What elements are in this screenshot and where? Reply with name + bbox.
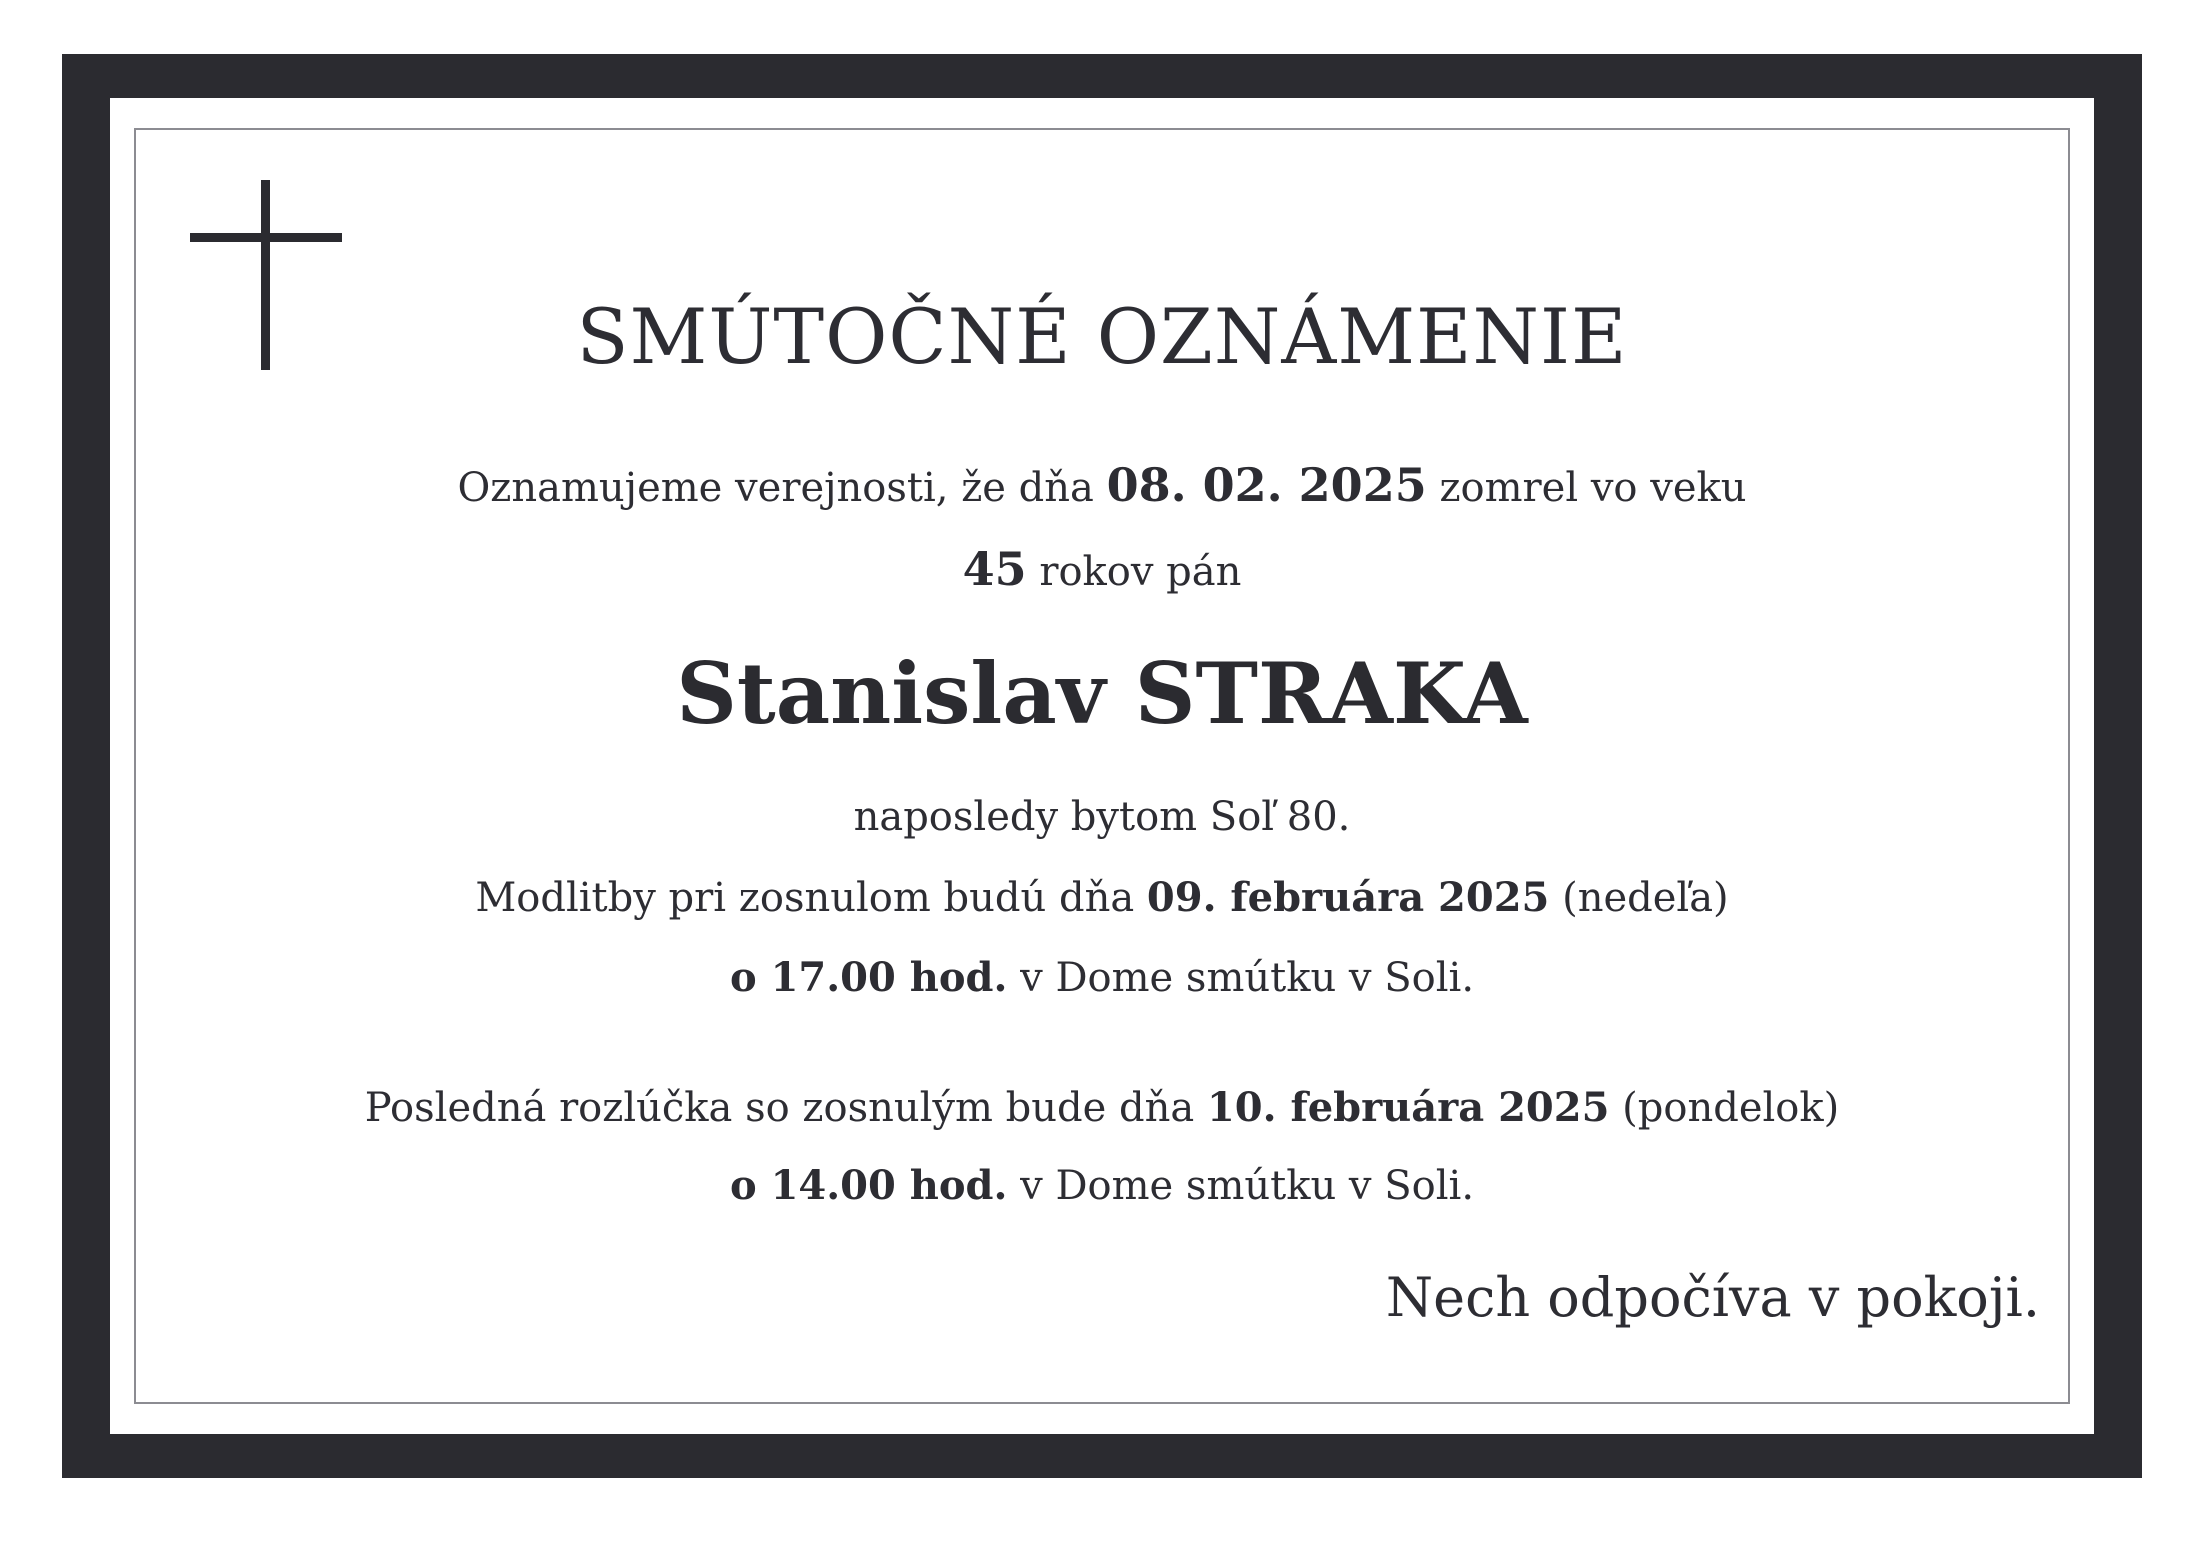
white-margin-band (110, 98, 2094, 1434)
prayers-line (136, 874, 2068, 921)
prayers-time: o 17.00 hod. (729, 954, 1008, 1001)
closing-phrase: Nech odpočíva v pokoji. (1385, 1266, 2040, 1329)
age-suffix: rokov pán (1039, 549, 1242, 595)
farewell-line (136, 1084, 2068, 1131)
farewell-prefix: Posledná rozlúčka so zosnulým bude dňa (364, 1085, 1195, 1131)
black-mourning-frame (62, 54, 2142, 1478)
announcement-line (136, 458, 2068, 512)
prayers-place: v Dome smútku v Soli. (1020, 955, 1475, 1001)
farewell-time: o 14.00 hod. (729, 1162, 1008, 1209)
farewell-place: v Dome smútku v Soli. (1020, 1163, 1475, 1209)
notice-card (134, 128, 2070, 1404)
cross-horizontal-bar (190, 233, 342, 242)
prayers-date: 09. februára 2025 (1146, 874, 1550, 921)
prayers-prefix: Modlitby pri zosnulom budú dňa (475, 875, 1135, 921)
prayers-day: (nedeľa) (1562, 875, 1729, 921)
age-line (136, 542, 2068, 596)
death-date: 08. 02. 2025 (1106, 458, 1427, 512)
prayers-time-line (136, 954, 2068, 1001)
announcement-prefix: Oznamujeme verejnosti, že dňa (457, 465, 1094, 511)
residence-line: naposledy bytom Soľ 80. (853, 794, 1351, 840)
announcement-suffix: zomrel vo veku (1439, 465, 1747, 511)
deceased-name: Stanislav STRAKA (676, 644, 1528, 743)
farewell-date: 10. februára 2025 (1206, 1084, 1610, 1131)
farewell-day: (pondelok) (1622, 1085, 1840, 1131)
age-value: 45 (962, 542, 1027, 596)
farewell-time-line (136, 1162, 2068, 1209)
notice-title: SMÚTOČNÉ OZNÁMENIE (576, 292, 1628, 381)
